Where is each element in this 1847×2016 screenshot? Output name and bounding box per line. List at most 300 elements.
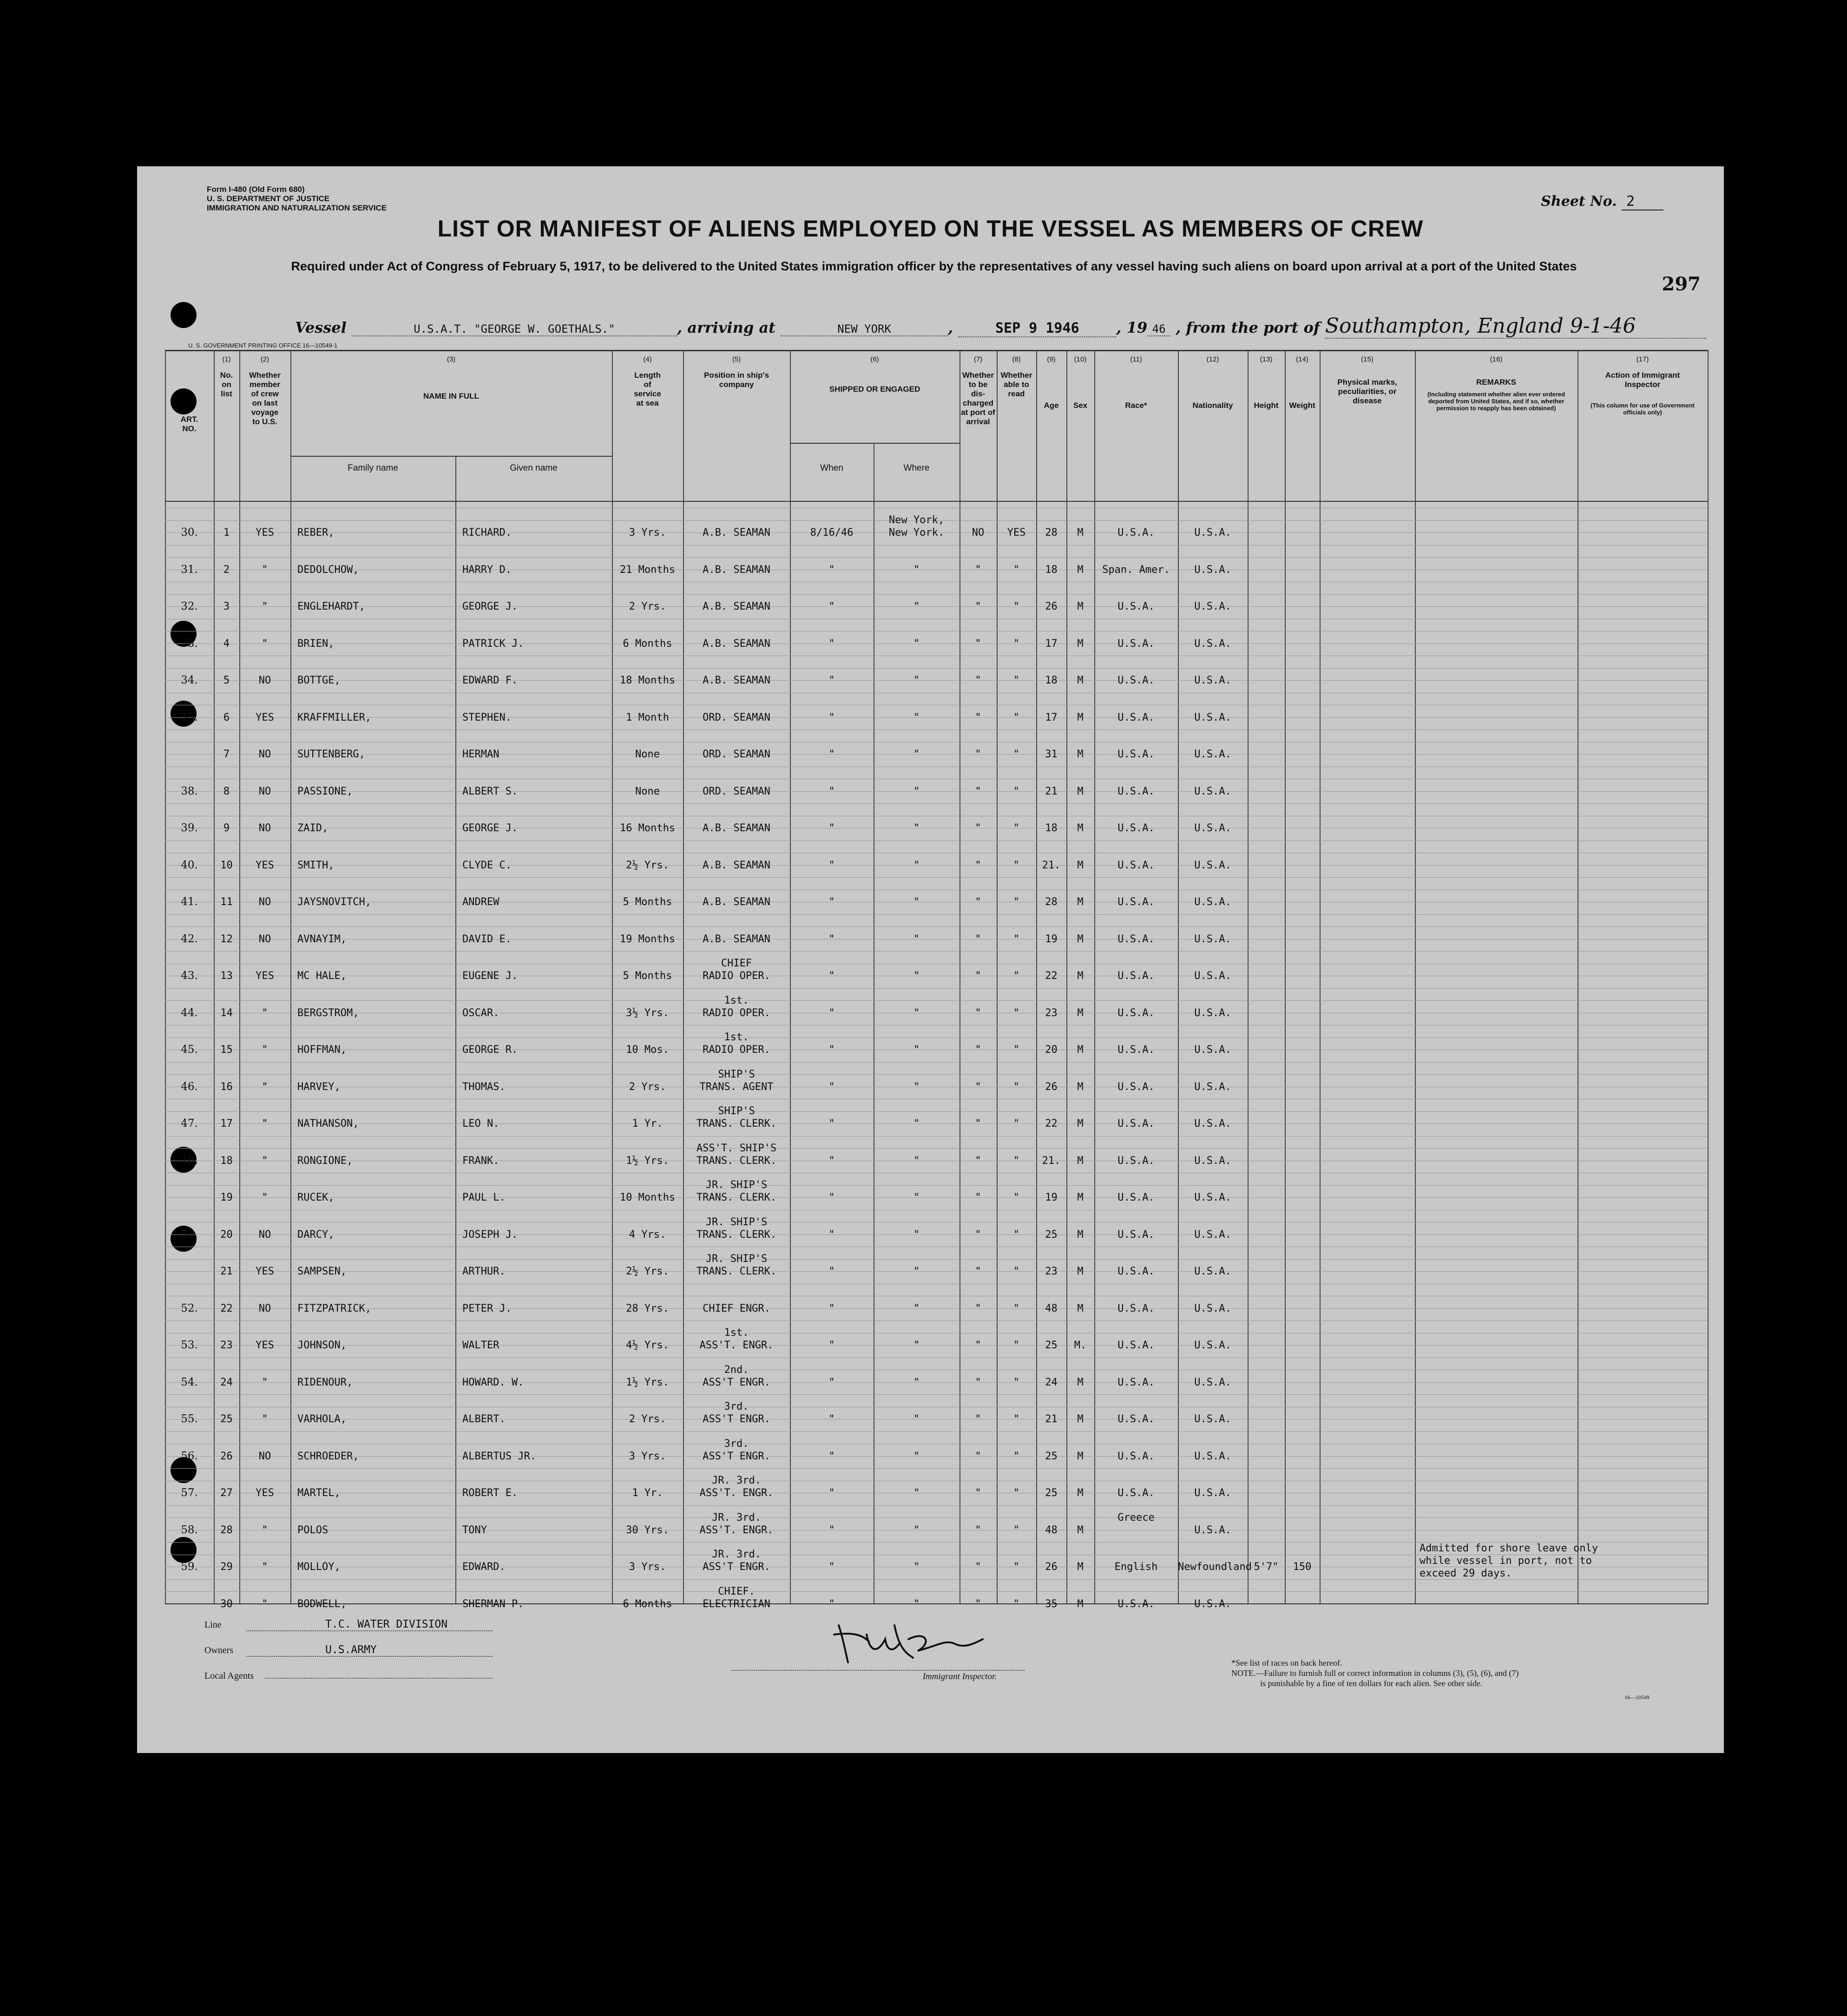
cell-read: "	[1013, 749, 1020, 760]
cell-read: "	[1013, 1561, 1020, 1573]
penalty-note-continued: is punishable by a fine of ten dollars for each alien. See other side.	[1260, 1679, 1483, 1688]
cell-when: "	[828, 1007, 835, 1019]
cell-pos1: JR. SHIP'S	[705, 1179, 768, 1191]
agents-value	[265, 1678, 493, 1679]
cell-where2: "	[913, 675, 920, 686]
cell-pos2: TRANS. CLERK.	[696, 1118, 777, 1129]
cell-where2: "	[913, 1451, 920, 1462]
column-header: Weight	[1289, 401, 1315, 410]
cell-when: "	[828, 1413, 835, 1425]
column-header: Whether to be dis- charged at port of arrival	[961, 371, 995, 426]
column-header: Whether able to read	[1000, 371, 1032, 398]
cell-no: 5	[223, 675, 230, 686]
table-row	[165, 988, 1708, 1025]
cell-disch: "	[975, 970, 981, 982]
cell-given: OSCAR.	[462, 1007, 500, 1019]
cell-sex: M	[1077, 1487, 1084, 1499]
cell-when: "	[828, 896, 835, 908]
table-row	[165, 1468, 1708, 1505]
cell-sex: M	[1077, 970, 1084, 982]
cell-service: 2½ Yrs.	[626, 860, 669, 871]
table-row	[165, 1247, 1708, 1284]
cell-height: 5'7"	[1254, 1561, 1279, 1573]
table-row	[165, 1025, 1708, 1062]
cell-nat: U.S.A.	[1194, 970, 1231, 982]
from-port-label: , from the port of	[1176, 319, 1320, 336]
cell-read: "	[1013, 970, 1020, 982]
column-number: (13)	[1260, 355, 1273, 363]
column-number: (7)	[973, 355, 983, 363]
cell-when: "	[828, 601, 835, 612]
cell-family: SAMPSEN,	[297, 1266, 347, 1277]
cell-last: "	[262, 1007, 268, 1019]
cell-sex: M	[1077, 1561, 1084, 1573]
cell-art: 55.	[181, 1413, 198, 1425]
form-code: 16—10549	[1624, 1694, 1650, 1701]
cell-sex: M.	[1074, 1340, 1087, 1351]
table-row	[165, 545, 1708, 582]
cell-no: 1	[223, 527, 230, 538]
cell-given: RICHARD.	[462, 527, 512, 538]
cell-service: 28 Yrs.	[626, 1303, 669, 1314]
cell-service: 3 Yrs.	[629, 527, 666, 538]
cell-age: 21.	[1042, 860, 1061, 871]
cell-race2: U.S.A.	[1117, 786, 1155, 797]
cell-when: "	[828, 1155, 835, 1167]
table-row	[165, 1099, 1708, 1136]
column-number: (14)	[1296, 355, 1308, 363]
cell-pos2: ORD. SEAMAN	[703, 749, 770, 760]
cell-when: "	[828, 933, 835, 945]
cell-race2: U.S.A.	[1117, 1044, 1155, 1056]
cell-given: PATRICK J.	[462, 638, 524, 650]
cell-art: 41.	[181, 896, 198, 908]
cell-nat: U.S.A.	[1194, 1377, 1231, 1388]
cell-service: 16 Months	[619, 822, 676, 834]
column-header: Age	[1044, 401, 1059, 410]
cell-last: NO	[258, 822, 271, 834]
cell-race2: U.S.A.	[1117, 1007, 1155, 1019]
cell-given: EDWARD.	[462, 1561, 506, 1573]
page-number: 297	[1662, 273, 1701, 295]
cell-disch: "	[975, 786, 981, 797]
cell-last: NO	[258, 1229, 271, 1241]
cell-when: "	[828, 1561, 835, 1573]
cell-nat: U.S.A.	[1194, 1118, 1231, 1129]
cell-no: 16	[220, 1081, 233, 1093]
column-header: Whether member of crew on last voyage to U.S.	[249, 371, 281, 426]
cell-service: 10 Months	[619, 1192, 676, 1203]
cell-given: EUGENE J.	[462, 970, 518, 982]
inspector-signature-icon	[825, 1607, 992, 1667]
table-row	[165, 1432, 1708, 1469]
cell-read: "	[1013, 1303, 1020, 1314]
cell-pos1: 2nd.	[724, 1364, 749, 1376]
cell-pos2: ASS'T ENGR.	[703, 1377, 770, 1388]
cell-read: "	[1013, 1451, 1020, 1462]
department-name: U. S. DEPARTMENT OF JUSTICE	[207, 194, 330, 203]
cell-family: MOLLOY,	[297, 1561, 341, 1573]
cell-race2: U.S.A.	[1117, 896, 1155, 908]
cell-age: 25	[1045, 1451, 1058, 1462]
cell-art: 44.	[181, 1007, 198, 1019]
column-number: (6)	[870, 355, 879, 363]
cell-age: 24	[1045, 1377, 1058, 1388]
cell-sex: M	[1077, 638, 1084, 650]
cell-nat: U.S.A.	[1194, 1340, 1231, 1351]
cell-where2: "	[913, 1377, 920, 1388]
footer-agents-field	[204, 1671, 493, 1681]
races-note: *See list of races on back hereof.	[1231, 1658, 1342, 1668]
cell-nat: U.S.A.	[1194, 638, 1231, 650]
cell-art: 57.	[181, 1487, 198, 1499]
cell-when: "	[828, 1303, 835, 1314]
cell-service: 1½ Yrs.	[626, 1377, 669, 1388]
cell-race2: Span. Amer.	[1102, 564, 1170, 576]
cell-read: "	[1013, 1081, 1020, 1093]
cell-where2: "	[913, 1413, 920, 1425]
cell-when: "	[828, 1081, 835, 1093]
cell-read: YES	[1007, 527, 1026, 538]
cell-last: "	[262, 1561, 268, 1573]
cell-read: "	[1013, 675, 1020, 686]
footer-owners-field	[204, 1644, 493, 1657]
cell-where2: "	[913, 1007, 920, 1019]
column-subheader: Given name	[510, 463, 558, 473]
table-top-border	[165, 350, 1708, 351]
name-subheader-line	[290, 456, 612, 457]
cell-pos2: TRANS. CLERK.	[696, 1266, 777, 1277]
cell-where2: "	[913, 1229, 920, 1241]
cell-disch: "	[975, 1155, 981, 1167]
cell-last: YES	[256, 712, 274, 723]
cell-pos1: CHIEF.	[718, 1586, 755, 1597]
cell-family: JAYSNOVITCH,	[297, 896, 371, 908]
cell-read: "	[1013, 564, 1020, 576]
cell-pos2: A.B. SEAMAN	[703, 601, 770, 612]
cell-age: 21	[1045, 786, 1058, 797]
cell-family: RONGIONE,	[297, 1155, 353, 1167]
vessel-name: U.S.A.T. "GEORGE W. GOETHALS."	[352, 322, 677, 336]
cell-last: NO	[258, 749, 271, 760]
table-row	[165, 877, 1708, 914]
cell-last: "	[262, 1598, 268, 1610]
cell-last: NO	[258, 675, 271, 686]
cell-nat: U.S.A.	[1194, 601, 1231, 612]
page-subtitle: Required under Act of Congress of February 5, 1917, to be delivered to the United States immigration officer by the representatives of any vessel having such aliens on board upon arrival at a port of the United States	[291, 259, 1577, 273]
cell-sex: M	[1077, 1598, 1084, 1610]
cell-given: HARRY D.	[462, 564, 512, 576]
cell-disch: "	[975, 638, 981, 650]
agents-label: Local Agents	[204, 1671, 254, 1681]
cell-pos2: RADIO OPER.	[703, 1044, 770, 1056]
cell-given: SHERMAN P.	[462, 1598, 524, 1610]
cell-no: 9	[223, 822, 230, 834]
cell-age: 19	[1045, 1192, 1058, 1203]
column-header: Nationality	[1192, 401, 1233, 410]
cell-where2: "	[913, 1303, 920, 1314]
cell-family: RIDENOUR,	[297, 1377, 353, 1388]
cell-art: 53.	[181, 1339, 198, 1351]
cell-nat: U.S.A.	[1194, 1303, 1231, 1314]
cell-art: 40.	[181, 859, 198, 871]
cell-given: ROBERT E.	[462, 1487, 518, 1499]
cell-when: "	[828, 1598, 835, 1610]
cell-service: 1 Yr.	[632, 1487, 663, 1499]
cell-given: HERMAN	[462, 749, 500, 760]
cell-art: 47.	[181, 1117, 198, 1129]
cell-service: 10 Mos.	[626, 1044, 669, 1056]
cell-family: BERGSTROM,	[297, 1007, 359, 1019]
cell-family: SMITH,	[297, 860, 335, 871]
cell-no: 4	[223, 638, 230, 650]
cell-race2: U.S.A.	[1117, 1266, 1155, 1277]
cell-sex: M	[1077, 786, 1084, 797]
column-number: (17)	[1636, 355, 1649, 363]
cell-when: "	[828, 822, 835, 834]
column-subheader: Where	[903, 463, 930, 473]
cell-art: 33.	[181, 637, 198, 650]
cell-age: 26	[1045, 1561, 1058, 1573]
cell-age: 25	[1045, 1340, 1058, 1351]
cell-when: "	[828, 1451, 835, 1462]
cell-given: THOMAS.	[462, 1081, 506, 1093]
cell-where2: "	[913, 1487, 920, 1499]
cell-family: PASSIONE,	[297, 786, 353, 797]
cell-pos2: TRANS. AGENT	[699, 1081, 774, 1093]
cell-race2: U.S.A.	[1117, 1340, 1155, 1351]
cell-pos2: ASS'T ENGR.	[703, 1451, 770, 1462]
cell-nat: U.S.A.	[1194, 1487, 1231, 1499]
cell-sex: M	[1077, 860, 1084, 871]
cell-service: 21 Months	[619, 564, 676, 576]
cell-no: 13	[220, 970, 233, 982]
cell-disch: "	[975, 1598, 981, 1610]
cell-age: 17	[1045, 712, 1058, 723]
cell-nat: U.S.A.	[1194, 564, 1231, 576]
cell-service: 1½ Yrs.	[626, 1155, 669, 1167]
cell-disch: "	[975, 1413, 981, 1425]
cell-given: PETER J.	[462, 1303, 512, 1314]
cell-sex: M	[1077, 1266, 1084, 1277]
cell-last: YES	[256, 1487, 274, 1499]
cell-pos2: A.B. SEAMAN	[703, 564, 770, 576]
cell-when: "	[828, 786, 835, 797]
cell-where2: "	[913, 860, 920, 871]
cell-read: "	[1013, 1007, 1020, 1019]
remarks-subheader: (Including statement whether alien ever ordered deported from United States, and if so, whether permission to reapply has been obtained)	[1427, 391, 1565, 412]
cell-no: 14	[220, 1007, 233, 1019]
cell-no: 6	[223, 712, 230, 723]
cell-pos2: ASS'T ENGR.	[703, 1413, 770, 1425]
cell-service: 5 Months	[623, 970, 672, 982]
column-subheader: Family name	[348, 463, 398, 473]
cell-read: "	[1013, 1229, 1020, 1241]
cell-age: 23	[1045, 1007, 1058, 1019]
cell-age: 31	[1045, 749, 1058, 760]
cell-no: 11	[220, 896, 233, 908]
cell-disch: "	[975, 1303, 981, 1314]
cell-read: "	[1013, 1118, 1020, 1129]
cell-sex: M	[1077, 896, 1084, 908]
cell-family: MC HALE,	[297, 970, 347, 982]
cell-given: GEORGE R.	[462, 1044, 518, 1056]
cell-art: 48.	[181, 1155, 198, 1167]
cell-family: HARVEY,	[297, 1081, 341, 1093]
column-header: REMARKS	[1476, 378, 1516, 387]
cell-given: LEO N.	[462, 1118, 500, 1129]
cell-when: "	[828, 564, 835, 576]
cell-where2: "	[913, 1081, 920, 1093]
table-row	[165, 1320, 1708, 1358]
cell-race2: U.S.A.	[1117, 1303, 1155, 1314]
cell-no: 25	[220, 1413, 233, 1425]
cell-family: KRAFFMILLER,	[297, 712, 371, 723]
cell-no: 18	[220, 1155, 233, 1167]
cell-family: BRIEN,	[297, 638, 335, 650]
cell-art: 38.	[181, 785, 198, 797]
cell-last: YES	[256, 970, 274, 982]
column-number: (3)	[447, 355, 456, 363]
cell-no: 2	[223, 564, 230, 576]
owners-label: Owners	[204, 1645, 234, 1655]
cell-pos1: JR. SHIP'S	[705, 1253, 768, 1265]
cell-last: NO	[258, 933, 271, 945]
cell-no: 7	[223, 749, 230, 760]
cell-where2: "	[913, 1340, 920, 1351]
cell-where2: "	[913, 1266, 920, 1277]
cell-service: 6 Months	[623, 638, 672, 650]
line-value: T.C. WATER DIVISION	[246, 1618, 493, 1631]
cell-read: "	[1013, 712, 1020, 723]
cell-remarks: exceed 29 days.	[1420, 1568, 1512, 1579]
cell-race2: U.S.A.	[1117, 1192, 1155, 1203]
cell-last: NO	[258, 1451, 271, 1462]
table-row	[165, 951, 1708, 988]
cell-service: 6 Months	[623, 1598, 672, 1610]
cell-service: 1 Month	[626, 712, 669, 723]
cell-where2: "	[913, 1155, 920, 1167]
cell-disch: "	[975, 712, 981, 723]
cell-where1: New York,	[888, 514, 945, 526]
cell-pos1: JR. 3rd.	[712, 1549, 761, 1560]
cell-family: RUCEK,	[297, 1192, 335, 1203]
cell-sex: M	[1077, 1118, 1084, 1129]
manifest-sheet	[137, 166, 1724, 1753]
cell-read: "	[1013, 860, 1020, 871]
cell-age: 21	[1045, 1413, 1058, 1425]
cell-service: 18 Months	[619, 675, 676, 686]
column-header: Position in ship's company	[703, 371, 769, 389]
cell-pos2: TRANS. CLERK.	[696, 1229, 777, 1241]
cell-read: "	[1013, 601, 1020, 612]
cell-disch: "	[975, 601, 981, 612]
form-identifier	[207, 185, 387, 213]
cell-age: 25	[1045, 1229, 1058, 1241]
cell-age: 18	[1045, 822, 1058, 834]
column-header: NAME IN FULL	[423, 392, 479, 401]
cell-given: CLYDE C.	[462, 860, 512, 871]
cell-nat: Newfoundland	[1178, 1561, 1252, 1573]
table-row	[165, 729, 1708, 767]
cell-service: 30 Yrs.	[626, 1524, 669, 1536]
cell-family: NATHANSON,	[297, 1118, 359, 1129]
footer-line-field	[204, 1618, 493, 1631]
cell-nat: U.S.A.	[1194, 1229, 1231, 1241]
column-subheader: When	[820, 463, 843, 473]
cell-race2: U.S.A.	[1117, 675, 1155, 686]
cell-last: YES	[256, 527, 274, 538]
cell-age: 19	[1045, 933, 1058, 945]
cell-no: 17	[220, 1118, 233, 1129]
cell-nat: U.S.A.	[1194, 527, 1231, 538]
cell-sex: M	[1077, 1044, 1084, 1056]
printer-note: U. S. GOVERNMENT PRINTING OFFICE 16—10549-1	[188, 342, 338, 349]
cell-age: 18	[1045, 675, 1058, 686]
cell-given: EDWARD F.	[462, 675, 518, 686]
cell-last: "	[262, 1155, 268, 1167]
cell-when: "	[828, 1044, 835, 1056]
column-number: (1)	[222, 355, 231, 363]
cell-art: 39.	[181, 822, 198, 834]
cell-last: NO	[258, 896, 271, 908]
cell-race2: U.S.A.	[1117, 1081, 1155, 1093]
cell-read: "	[1013, 1192, 1020, 1203]
sheet-label: Sheet No.	[1541, 193, 1617, 210]
cell-disch: NO	[972, 527, 985, 538]
cell-no: 12	[220, 933, 233, 945]
cell-art: 30.	[181, 526, 198, 538]
service-name: IMMIGRATION AND NATURALIZATION SERVICE	[207, 204, 387, 212]
cell-age: 18	[1045, 564, 1058, 576]
cell-where2: "	[913, 1192, 920, 1203]
cell-where2: "	[913, 896, 920, 908]
cell-disch: "	[975, 933, 981, 945]
cell-when: "	[828, 1377, 835, 1388]
cell-service: 3 Yrs.	[629, 1561, 666, 1573]
column-header: Action of Immigrant Inspector	[1605, 371, 1680, 389]
table-row	[165, 693, 1708, 730]
column-number: (12)	[1206, 355, 1219, 363]
column-header: ART. NO.	[180, 415, 198, 433]
vessel-label: Vessel	[295, 319, 347, 336]
table-row	[165, 582, 1708, 619]
cell-read: "	[1013, 786, 1020, 797]
cell-age: 22	[1045, 1118, 1058, 1129]
cell-race2: U.S.A.	[1117, 1155, 1155, 1167]
cell-nat: U.S.A.	[1194, 1044, 1231, 1056]
cell-disch: "	[975, 822, 981, 834]
cell-where2: "	[913, 749, 920, 760]
cell-race1: Greece	[1117, 1512, 1155, 1523]
cell-disch: "	[975, 1229, 981, 1241]
cell-no: 20	[220, 1229, 233, 1241]
cell-nat: U.S.A.	[1194, 1155, 1231, 1167]
cell-service: 5 Months	[623, 896, 672, 908]
cell-given: ARTHUR.	[462, 1266, 506, 1277]
owners-value: U.S.ARMY	[246, 1644, 493, 1657]
cell-pos1: SHIP'S	[718, 1105, 755, 1117]
cell-sex: M	[1077, 1377, 1084, 1388]
footer-notes	[1231, 1658, 1650, 1702]
cell-nat: U.S.A.	[1194, 822, 1231, 834]
cell-read: "	[1013, 1598, 1020, 1610]
cell-sex: M	[1077, 712, 1084, 723]
cell-where2: "	[913, 933, 920, 945]
cell-service: None	[635, 749, 660, 760]
cell-where2: "	[913, 1598, 920, 1610]
cell-family: POLOS	[297, 1524, 329, 1536]
